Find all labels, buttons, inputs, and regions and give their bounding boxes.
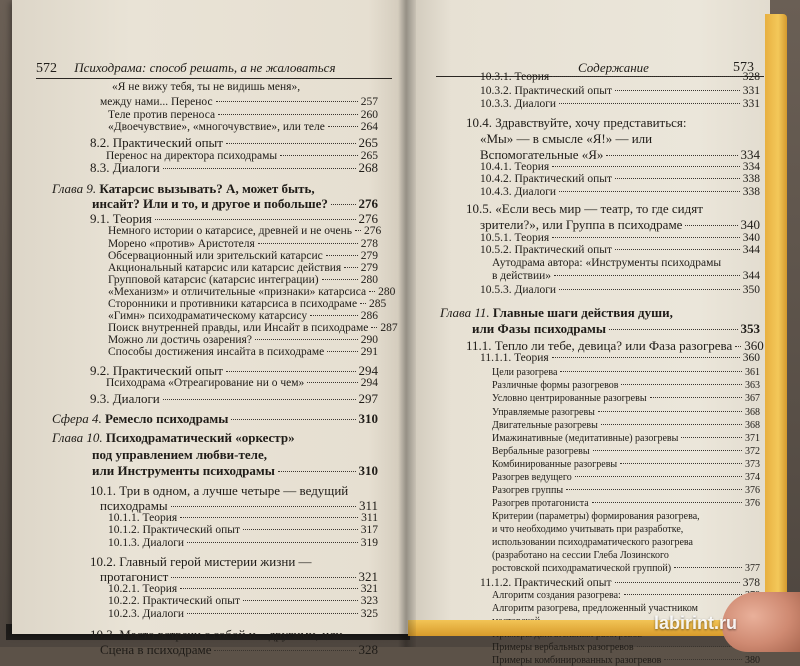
toc-entry-title: Теле против переноса [108, 109, 216, 121]
leader-dots [155, 219, 356, 220]
leader-dots [735, 346, 741, 347]
leader-dots [187, 542, 358, 543]
toc-entry-title: протагонист [100, 569, 169, 584]
toc-entry-page: 310 [358, 463, 378, 478]
toc-entry-title: Комбинированные разогревы [492, 459, 618, 470]
leader-dots [559, 191, 740, 192]
toc-entry-title: 10.3. Место встречи с собой и... другими, или [90, 627, 343, 642]
toc-entry-page: 280 [360, 274, 378, 286]
toc-entry-title: Алгоритм разогрева, предложенный участником [492, 603, 698, 614]
toc-entry [492, 381, 760, 391]
toc-entry-page: 334 [742, 161, 760, 173]
leader-dots [592, 502, 742, 503]
page-number: 572 [36, 61, 57, 76]
toc-entry [492, 499, 760, 509]
toc-entry-page: 286 [360, 310, 378, 322]
leader-dots [307, 382, 357, 383]
toc-entry-page: 268 [358, 160, 378, 175]
leader-dots [575, 476, 742, 477]
toc-entry-page: 360 [742, 352, 760, 364]
toc-entry-title: Сфера 4. Ремесло психодрамы [52, 411, 229, 426]
toc-entry-page: 368 [745, 407, 760, 418]
toc-entry-page: 297 [358, 391, 378, 406]
leader-dots [552, 76, 740, 77]
toc-entry-page: 377 [745, 563, 760, 574]
toc-entry-title: Вербальные разогревы [492, 446, 590, 457]
toc-entry [492, 447, 760, 457]
toc-entry-title: 10.4.2. Практический опыт [480, 173, 612, 185]
toc-entry-page: 321 [358, 569, 378, 584]
leader-dots [369, 291, 375, 292]
toc-entry-page: 287 [380, 322, 398, 334]
toc-entry-title: Условно центрированные разогревы [492, 393, 647, 404]
leader-dots [322, 279, 358, 280]
toc-entry-title: 11.1. Тепло ли тебе, девица? или Фаза разогрева [466, 338, 733, 353]
toc-entry-title: 10.1.1. Теория [108, 512, 178, 524]
toc-entry-page: 360 [744, 338, 764, 353]
toc-entry-page: 328 [358, 642, 378, 657]
toc-entry [108, 335, 378, 347]
toc-entry [480, 353, 760, 365]
toc-entry-title: 10.4. Здравствуйте, хочу представиться: [466, 115, 687, 130]
leader-dots [163, 168, 356, 169]
left-page [12, 0, 408, 657]
toc-entry-page: 368 [745, 420, 760, 431]
leader-dots [226, 371, 356, 372]
leader-dots [371, 327, 377, 328]
toc-entry-title: 10.1.3. Диалоги [108, 537, 185, 549]
leader-dots [621, 384, 742, 385]
watermark: labirint.ru [654, 613, 738, 633]
toc-entry-page: 319 [360, 537, 378, 549]
toc-entry [108, 298, 387, 311]
toc-entry [90, 555, 378, 568]
toc-entry [480, 99, 760, 111]
toc-entry-page: 361 [745, 367, 760, 378]
toc-entry-page: 374 [745, 472, 760, 483]
leader-dots [180, 517, 358, 518]
toc-entry-title: 10.4.3. Диалоги [480, 186, 557, 198]
toc-entry [492, 421, 760, 431]
toc-entry [100, 97, 378, 109]
leader-dots [360, 303, 366, 304]
right-page [408, 0, 770, 666]
toc-entry [492, 538, 760, 548]
leader-dots [598, 411, 742, 412]
toc-entry-title: Немного истории о катарсисе, древней и не очень [108, 225, 353, 237]
toc-entry [108, 513, 378, 525]
toc-entry-title: 10.2. Главный герой мистерии жизни — [90, 554, 312, 569]
leader-dots [620, 463, 742, 464]
leader-dots [609, 329, 737, 330]
toc-entry [480, 578, 760, 590]
toc-entry [492, 368, 760, 378]
leader-dots [243, 529, 358, 530]
left-page-header [36, 60, 396, 78]
leader-dots [566, 489, 742, 490]
toc-entry-page: 367 [745, 393, 760, 404]
toc-entry-page: 363 [745, 380, 760, 391]
toc-entry-title: между нами... Перенос [100, 96, 213, 108]
toc-entry-page: 321 [360, 583, 378, 595]
toc-entry [90, 364, 378, 377]
toc-entry-title: 8.3. Диалоги [90, 160, 160, 175]
toc-entry-page: 311 [361, 512, 378, 524]
toc-entry-title: 11.1.1. Теория [480, 352, 549, 364]
toc-entry [480, 285, 760, 297]
toc-entry-title: «Я не вижу тебя, ты не видишь меня», [112, 81, 301, 93]
toc-entry [492, 408, 760, 418]
toc-entry [108, 263, 378, 275]
toc-entry-page: 353 [740, 321, 760, 336]
toc-entry-title: Алгоритм создания разогрева: [492, 590, 621, 601]
leader-dots [327, 351, 358, 352]
toc-entry-title: Поиск внутренней правды, или Инсайт в психодраме [108, 322, 369, 334]
toc-entry-title: ростовской психодраматической группой) [492, 563, 672, 574]
toc-entry [100, 499, 378, 512]
toc-entry-page: 371 [745, 433, 760, 444]
toc-entry-title: 10.5. «Если весь мир — театр, то где сидят [466, 201, 703, 216]
toc-entry-title: 10.3.2. Практический опыт [480, 85, 612, 97]
toc-entry [492, 656, 760, 666]
toc-entry [108, 347, 378, 359]
leader-dots [552, 237, 740, 238]
toc-entry-title: или Инструменты психодрамы [92, 463, 275, 478]
toc-entry-page: 278 [360, 238, 378, 250]
leader-dots [681, 437, 742, 438]
leader-dots [559, 103, 740, 104]
toc-entry [492, 486, 760, 496]
leader-dots [674, 567, 742, 568]
toc-entry [92, 197, 378, 210]
leader-dots [231, 419, 355, 420]
book-cover-right-edge [765, 14, 787, 618]
toc-entry-title: Групповой катарсис (катарсис интеграции) [108, 274, 319, 286]
leader-dots [278, 471, 356, 472]
leader-dots [344, 267, 358, 268]
leader-dots [685, 225, 737, 226]
toc-entry [112, 82, 378, 94]
toc-entry [466, 116, 760, 129]
toc-entry-page: 279 [360, 250, 378, 262]
toc-entry-title: Аутодрама автора: «Инструменты психодрамы [492, 257, 722, 269]
toc-entry [492, 591, 760, 601]
toc-entry [492, 434, 760, 444]
toc-entry-title: Способы достижения инсайта в психодраме [108, 346, 325, 358]
toc-entry [480, 132, 760, 145]
toc-entry-title: Двигательные разогревы [492, 420, 598, 431]
toc-entry-page: 331 [742, 98, 760, 110]
toc-entry-page: 338 [742, 186, 760, 198]
toc-entry-page: 265 [358, 135, 378, 150]
toc-entry-title: психодрамы [100, 498, 168, 513]
toc-entry [108, 286, 396, 299]
toc-entry-page: 257 [360, 96, 378, 108]
toc-entry [492, 643, 760, 653]
toc-entry-title: Цели разогрева [492, 367, 558, 378]
toc-entry-page: 279 [360, 262, 378, 274]
toc-entry-page: 276 [358, 211, 378, 226]
leader-dots [258, 243, 358, 244]
toc-entry [480, 187, 760, 199]
leader-dots [310, 315, 358, 316]
toc-entry [480, 245, 760, 257]
toc-entry-title: Можно ли достичь озарения? [108, 334, 252, 346]
toc-entry-page: 280 [378, 286, 396, 298]
toc-entry-title: зрители?», или Группа в психодраме [480, 217, 683, 232]
toc-entry-title: Акциональный катарсис или катарсис действия [108, 262, 342, 274]
toc-entry [492, 525, 760, 535]
toc-entry-page: 350 [742, 284, 760, 296]
toc-entry-title: 10.2.3. Диалоги [108, 608, 185, 620]
toc-entry-title: 11.1.2. Практический опыт [480, 577, 612, 589]
toc-entry-page: 372 [745, 446, 760, 457]
toc-entry-title: 8.2. Практический опыт [90, 135, 223, 150]
leader-dots [593, 450, 742, 451]
toc-entry-title: Вспомогательные «Я» [480, 147, 604, 162]
toc-entry-title: использовании психодраматического разогрева [492, 537, 693, 548]
leader-dots [280, 155, 358, 156]
toc-entry-title: 10.2.2. Практический опыт [108, 595, 240, 607]
leader-dots [624, 594, 742, 595]
leader-dots [331, 204, 356, 205]
toc-entry-title: 10.5.2. Практический опыт [480, 244, 612, 256]
toc-entry-title: Глава 9. Катарсис вызывать? А, может быть, [52, 181, 315, 196]
toc-entry-title: «Механизм» и отличительные «признаки» катарсиса [108, 286, 367, 298]
toc-entry-title: в действии» [492, 270, 552, 282]
toc-entry [492, 258, 760, 270]
toc-entry-page: 276 [358, 196, 378, 211]
toc-entry-title: «Мы» — в смысле «Я!» — или [480, 131, 653, 146]
toc-entry-title: «Двоечувствие», «многочувствие», или теле [108, 121, 325, 133]
toc-entry-title: 10.3.3. Диалоги [480, 98, 557, 110]
toc-entry-title: Имажинативные (медитативные) разогревы [492, 433, 679, 444]
leader-dots [218, 114, 358, 115]
toc-entry [108, 525, 378, 537]
toc-entry-title: (разработано на сессии Глеба Лозинского [492, 550, 669, 561]
toc-entry-title: инсайт? Или и то, и другое и побольше? [92, 196, 328, 211]
toc-entry-page: 291 [360, 346, 378, 358]
toc-entry-page: 380 [745, 655, 760, 666]
leader-dots [664, 659, 742, 660]
toc-entry-page: 328 [742, 71, 760, 83]
toc-entry [472, 322, 760, 335]
leader-dots [187, 613, 358, 614]
leader-dots [355, 230, 361, 231]
toc-entry [466, 338, 764, 353]
toc-entry [52, 412, 378, 425]
toc-entry-title: 10.4.1. Теория [480, 161, 550, 173]
running-title: Психодрама: способ решать, а не жаловаться [74, 60, 336, 75]
toc-entry-title: 9.2. Практический опыт [90, 363, 223, 378]
toc-entry-title: Управляемые разогревы [492, 407, 595, 418]
page-number: 573 [733, 60, 754, 75]
toc-entry-title: или Фазы психодрамы [472, 321, 607, 336]
toc-entry [108, 311, 378, 323]
toc-entry-title: 10.5.1. Теория [480, 232, 550, 244]
toc-entry-title: 10.1. Три в одном, а лучше четыре — ведущий [90, 483, 349, 498]
toc-entry-page: 344 [742, 270, 760, 282]
toc-entry-page: 338 [742, 173, 760, 185]
leader-dots [559, 289, 740, 290]
toc-entry-title: Психодрама «Отреагирование ни о чем» [106, 377, 305, 389]
header-rule [36, 78, 392, 79]
toc-entry-page: 276 [364, 225, 382, 237]
toc-entry [90, 484, 378, 497]
toc-entry-title: 10.1.2. Практический опыт [108, 524, 240, 536]
toc-entry-title: 9.3. Диалоги [90, 391, 160, 406]
toc-entry-page: 344 [742, 244, 760, 256]
leader-dots [171, 577, 355, 578]
toc-entry-title: Перенос на директора психодрамы [106, 150, 278, 162]
toc-entry [108, 609, 378, 621]
toc-entry-title: Глава 11. Главные шаги действия души, [440, 305, 673, 320]
leader-dots [180, 588, 358, 589]
leader-dots [214, 650, 355, 651]
running-title: Содержание [578, 60, 649, 75]
toc-entry [108, 275, 378, 287]
toc-entry [492, 512, 760, 522]
toc-entry-title: Разогрев группы [492, 485, 564, 496]
toc-entry [480, 86, 760, 98]
toc-entry-page: 260 [360, 109, 378, 121]
toc-entry [480, 174, 760, 186]
toc-entry [108, 110, 378, 122]
toc-entry [108, 251, 378, 263]
toc-entry-title: Обсервационный или зрительский катарсис [108, 250, 323, 262]
toc-entry-page: 317 [360, 524, 378, 536]
toc-entry [480, 72, 760, 84]
toc-entry [90, 212, 378, 225]
toc-entry [108, 122, 378, 134]
toc-entry [90, 136, 378, 149]
leader-dots [615, 90, 740, 91]
toc-entry [108, 239, 378, 251]
toc-entry [92, 464, 378, 477]
toc-entry-page: 264 [360, 121, 378, 133]
toc-entry-page: 294 [358, 363, 378, 378]
leader-dots [615, 249, 740, 250]
leader-dots [554, 275, 740, 276]
leader-dots [615, 582, 740, 583]
book-spine-shadow [398, 0, 416, 647]
toc-entry-page: 334 [740, 147, 760, 162]
toc-entry-page: 340 [742, 232, 760, 244]
toc-entry-page: 310 [358, 411, 378, 426]
toc-entry [440, 306, 760, 319]
toc-entry-title: Различные формы разогревов [492, 380, 619, 391]
toc-entry [480, 162, 760, 174]
toc-entry [480, 233, 760, 245]
leader-dots [650, 397, 742, 398]
leader-dots [226, 143, 356, 144]
toc-entry [52, 182, 378, 195]
leader-dots [601, 424, 742, 425]
toc-entry-page: 331 [742, 85, 760, 97]
leader-dots [552, 357, 740, 358]
toc-entry [108, 596, 378, 608]
toc-entry-page: 290 [360, 334, 378, 346]
leader-dots [255, 339, 358, 340]
toc-entry-title: 10.2.1. Теория [108, 583, 178, 595]
toc-entry-page: 285 [369, 298, 387, 310]
toc-entry [466, 202, 760, 215]
leader-dots [216, 101, 358, 102]
toc-entry-page: 265 [360, 150, 378, 162]
toc-entry-page: 311 [358, 498, 378, 513]
toc-entry-page: 376 [745, 498, 760, 509]
leader-dots [243, 600, 358, 601]
toc-entry-title: «Гимн» психодраматическому катарсису [108, 310, 308, 322]
toc-entry-page: 340 [740, 217, 760, 232]
toc-entry [90, 161, 378, 174]
toc-entry-title: Сцена в психодраме [100, 642, 212, 657]
toc-entry [90, 392, 378, 405]
toc-entry [480, 218, 760, 231]
toc-entry-title: 9.1. Теория [90, 211, 152, 226]
leader-dots [328, 126, 358, 127]
toc-entry-page: 294 [360, 377, 378, 389]
toc-entry-page: 378 [742, 577, 760, 589]
toc-entry [108, 225, 382, 238]
toc-entry-title: Примеры вербальных разогревов [492, 642, 634, 653]
toc-entry [480, 148, 760, 161]
leader-dots [552, 166, 740, 167]
toc-entry-title: и что необходимо учитывать при разработке, [492, 524, 684, 535]
toc-entry-title: Разогрев протагониста [492, 498, 589, 509]
toc-entry [108, 538, 378, 550]
leader-dots [615, 178, 740, 179]
toc-entry [492, 271, 760, 283]
toc-entry-title: Примеры комбинированных разогревов [492, 655, 662, 666]
toc-entry-page: 325 [360, 608, 378, 620]
toc-entry [108, 584, 378, 596]
toc-entry-title: Разогрев ведущего [492, 472, 572, 483]
toc-entry [92, 448, 378, 461]
leader-dots [163, 399, 356, 400]
toc-entry [492, 473, 760, 483]
toc-entry-title: 10.3.1. Теория [480, 71, 550, 83]
toc-entry-title: Сторонники и противники катарсиса в психодраме [108, 298, 358, 310]
toc-entry [108, 322, 398, 335]
toc-entry-page: 376 [745, 485, 760, 496]
toc-entry [90, 628, 378, 641]
toc-entry [100, 570, 378, 583]
leader-dots [171, 506, 356, 507]
toc-entry [492, 394, 760, 404]
toc-entry [492, 460, 760, 470]
toc-entry [52, 431, 378, 444]
leader-dots [606, 155, 737, 156]
leader-dots [560, 371, 742, 372]
leader-dots [637, 646, 742, 647]
toc-entry [492, 551, 760, 561]
toc-entry-title: под управлением любви-теле, [92, 447, 267, 462]
toc-entry [492, 564, 760, 574]
toc-entry-title: Морено «против» Аристотеля [108, 238, 255, 250]
toc-entry-title: Критерии (параметры) формирования разогрева, [492, 511, 700, 522]
toc-entry-title: Глава 10. Психодраматический «оркестр» [52, 430, 295, 445]
toc-entry [106, 378, 378, 390]
toc-entry-page: 323 [360, 595, 378, 607]
leader-dots [326, 255, 358, 256]
toc-entry-title: 10.5.3. Диалоги [480, 284, 557, 296]
toc-entry-page: 373 [745, 459, 760, 470]
toc-entry [100, 643, 378, 656]
